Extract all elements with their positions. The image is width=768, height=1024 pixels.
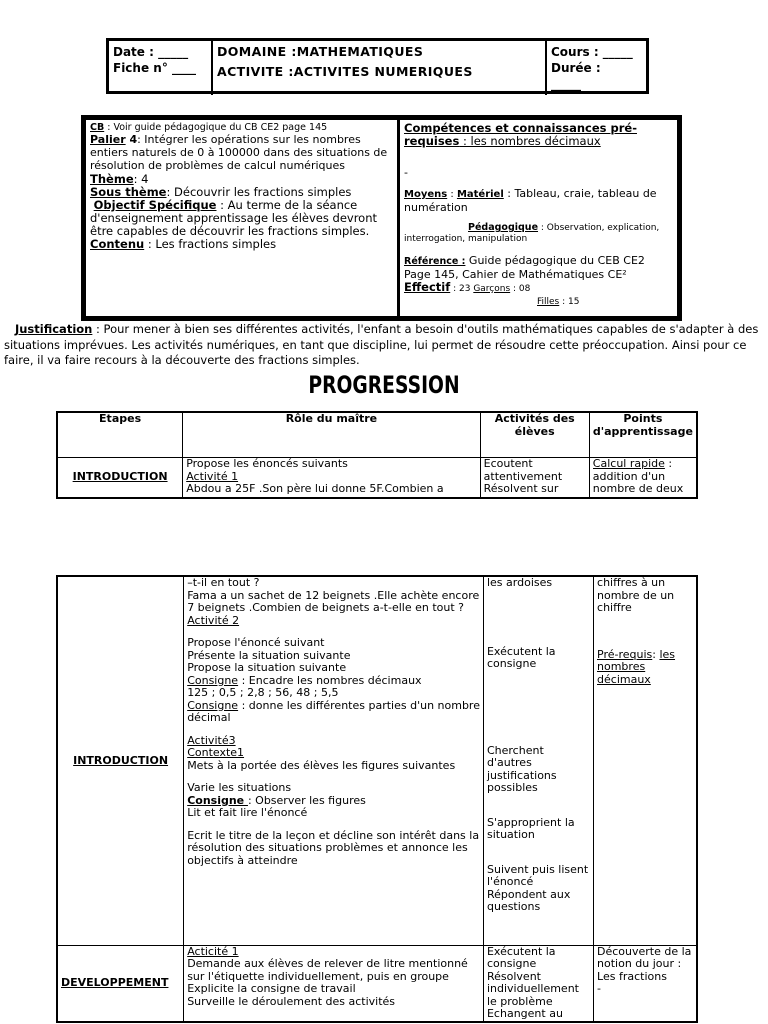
materiel-label: Matériel [456, 189, 504, 200]
competences-dash: - [404, 166, 408, 179]
reference-line [404, 255, 673, 281]
activite-line: les ardoises [486, 576, 553, 589]
activite-1-label: Activité 1 [186, 469, 239, 483]
effectif-text: : 23 [450, 284, 474, 294]
role-line: Propose la situation suivante [187, 661, 347, 674]
consigne-label: Consigne [187, 698, 239, 712]
progression-table-top [56, 411, 698, 499]
info-right [400, 120, 677, 316]
activite-line: Cherchent d'autres justifications possibles [486, 743, 557, 794]
date-field: Date : _____ [113, 45, 189, 59]
etape-introduction-cell: INTRODUCTION [57, 576, 184, 945]
role-line: Explicite la consigne de travail [187, 982, 356, 995]
role-line: Abdou a 25F .Son père lui donne 5F.Combien a [186, 482, 444, 495]
header-role: Rôle du maître [183, 412, 480, 458]
activites-cell [480, 458, 589, 499]
pedagogique-label: Pédagogique [468, 222, 539, 233]
activite-3-label: Activité3 [187, 733, 236, 747]
role-cell [183, 458, 480, 499]
role-line: Lit et fait lire l'énoncé [187, 806, 308, 819]
role-line: Ecrit le titre de la leçon et décline son intérêt dans la résolution des situations problèmes et annonce les objectifs à atteindre [187, 828, 480, 867]
role-line: Mets à la portée des élèves les figures suivantes [187, 758, 456, 772]
filles-text: : 15 [559, 297, 580, 307]
activite-line: Echangent au [486, 1007, 563, 1020]
duree-line: _____ [551, 77, 581, 91]
cours-cell [547, 41, 646, 95]
cb-line [90, 122, 393, 133]
consigne-label: Consigne [187, 673, 239, 687]
palier-text: : Intégrer les opérations sur les nombres entiers naturels de 0 à 100000 dans des situations de résolution de problèmes de calcul numériques [90, 133, 388, 172]
reference-text: Guide pédagogique du CEB CE2 Page 145, Cahier de Mathématiques CE² [404, 254, 645, 281]
activite-title: ACTIVITE :ACTIVITES NUMERIQUES [217, 64, 473, 79]
materiel-line: Moyens : Matériel : Tableau, craie, tableau de numération [404, 187, 657, 214]
activite-2-label: Activité 2 [187, 613, 240, 627]
table-row [57, 576, 697, 945]
objectif-text: : Au terme de la séance d'enseignement apprentissage les élèves devront être capables de découvrir les fractions simples. [90, 198, 378, 238]
pedagogique-text: : Observation, explication, interrogation, manipulation [404, 223, 660, 244]
contexte-label: Contexte1 [187, 746, 245, 759]
competences-text: : les nombres décimaux [459, 134, 601, 148]
table-row [57, 945, 697, 1022]
consigne-text: : donne les différentes parties d'un nombre décimal [187, 698, 480, 724]
activite-line: Suivent puis lisent l'énoncé Répondent aux questions [486, 862, 589, 913]
activites-cell [483, 945, 593, 1022]
header-points: Points d'apprentissage [589, 412, 697, 458]
contenu-line [90, 238, 393, 251]
points-line: - [597, 982, 601, 995]
competences-line [404, 122, 673, 148]
effectif-label: Effectif [404, 280, 451, 294]
duree-field: Durée : [551, 61, 601, 75]
role-cell [184, 576, 484, 945]
theme-text: : 4 [133, 172, 149, 186]
moyens-label: Moyens [404, 189, 448, 200]
points-text: : addition d'un nombre de deux [592, 458, 684, 495]
sous-theme-text: : Découvrir les fractions simples [166, 185, 352, 199]
activite-line: Résolvent sur [483, 482, 559, 495]
role-line: –t-il en tout ? [187, 576, 260, 589]
consigne-text: : Observer les figures [247, 793, 366, 807]
prerequis-sep: : [652, 647, 660, 661]
role-cell [184, 945, 484, 1022]
points-cell [594, 576, 697, 945]
activite-line: S'approprient la situation [486, 815, 575, 841]
sous-theme-label: Sous thème [90, 185, 167, 199]
etape-introduction-cell: INTRODUCTION [57, 458, 183, 499]
garcons-label: Garçons [473, 284, 511, 294]
table-row [57, 458, 697, 499]
activite-line: Ecoutent attentivement [483, 458, 563, 483]
activite-line: Exécutent la consigne [486, 644, 556, 670]
palier-label: Palier [90, 133, 126, 146]
table-header-row [57, 412, 697, 458]
points-cell [589, 458, 697, 499]
pedagogique-line [404, 222, 673, 245]
prerequis-line [597, 649, 693, 687]
fiche-field: Fiche n° ____ [113, 61, 197, 75]
cb-text: : Voir guide pédagogique du CB CE2 page 145 [104, 122, 328, 133]
competences-label: Compétences et connaissances pré-requises [404, 121, 637, 148]
objectif-label: Objectif Spécifique [93, 198, 217, 212]
justification-label: Justification [14, 322, 93, 336]
domain-cell [213, 41, 547, 95]
contenu-label: Contenu [90, 237, 145, 251]
role-line: Présente la situation suivante [187, 648, 351, 662]
filles-label: Filles [537, 297, 560, 307]
palier-line [90, 133, 393, 172]
header-activites: Activités des élèves [480, 412, 589, 458]
info-left [86, 120, 400, 316]
role-line: Fama a un sachet de 12 beignets .Elle achète encore 7 beignets .Combien de beignets a-t-elle en tout ? [187, 588, 480, 614]
role-line: Propose l'énoncé suivant [187, 636, 325, 649]
points-line: Découverte de la notion du jour : Les fractions [597, 944, 692, 983]
garcons-text: : 08 [510, 284, 531, 294]
consigne-text: : Encadre les nombres décimaux [238, 673, 422, 687]
progression-title: PROGRESSION [308, 371, 460, 399]
theme-label: Thème [90, 172, 134, 186]
prerequis-label: Pré-requis [597, 647, 653, 661]
info-box [81, 115, 682, 321]
calcul-rapide-label: Calcul rapide [592, 458, 665, 470]
domaine-title: DOMAINE :MATHEMATIQUES [217, 44, 424, 59]
activite-line: Résolvent individuellement le problème [486, 969, 579, 1008]
role-line: Propose les énoncés suivants [186, 458, 348, 470]
effectif-line [404, 281, 673, 296]
progression-table-bottom [56, 575, 698, 1023]
prerequis-text: les nombres décimaux [597, 647, 676, 686]
date-cell [109, 41, 213, 95]
objectif-line [90, 199, 393, 238]
role-line: Varie les situations [187, 781, 292, 794]
justification-paragraph [4, 322, 766, 369]
filles-line [404, 296, 673, 309]
points-cell [594, 945, 697, 1022]
activite-line: Exécutent la consigne [486, 944, 556, 970]
role-line: 125 ; 0,5 ; 2,8 ; 56, 48 ; 5,5 [187, 686, 339, 699]
role-line: Surveille le déroulement des activités [187, 994, 396, 1008]
contenu-text: : Les fractions simples [144, 237, 277, 251]
palier-num: 4 [125, 133, 138, 146]
header-etapes: Etapes [57, 412, 183, 458]
activite-1-label: Acticité 1 [187, 944, 239, 958]
justification-text: : Pour mener à bien ses différentes activités, l'enfant a besoin d'outils mathématiques capables de s'adapter à des situations imprévues. Les activités numériques, en tant que discipline, lui permet de résoudre cette préoccupation. Ainsi pour ce faire, il va faire recours à la découverte des fractions simples. [4, 322, 759, 367]
reference-label: Référence : [404, 256, 466, 267]
etape-developpement-cell: DEVELOPPEMENT [57, 945, 184, 1022]
cb-label: CB [90, 122, 105, 133]
consigne-label: Consigne [187, 793, 248, 807]
header-box [106, 38, 649, 94]
points-line: chiffres à un nombre de un chiffre [597, 576, 675, 614]
consigne-line [187, 700, 480, 725]
materiel-text: : Tableau, craie, tableau de numération [404, 187, 657, 214]
role-line: Demande aux élèves de relever de litre mentionné sur l'étiquette individuellement, puis en groupe [187, 957, 468, 983]
activites-cell [483, 576, 593, 945]
cours-field: Cours : _____ [551, 45, 633, 59]
